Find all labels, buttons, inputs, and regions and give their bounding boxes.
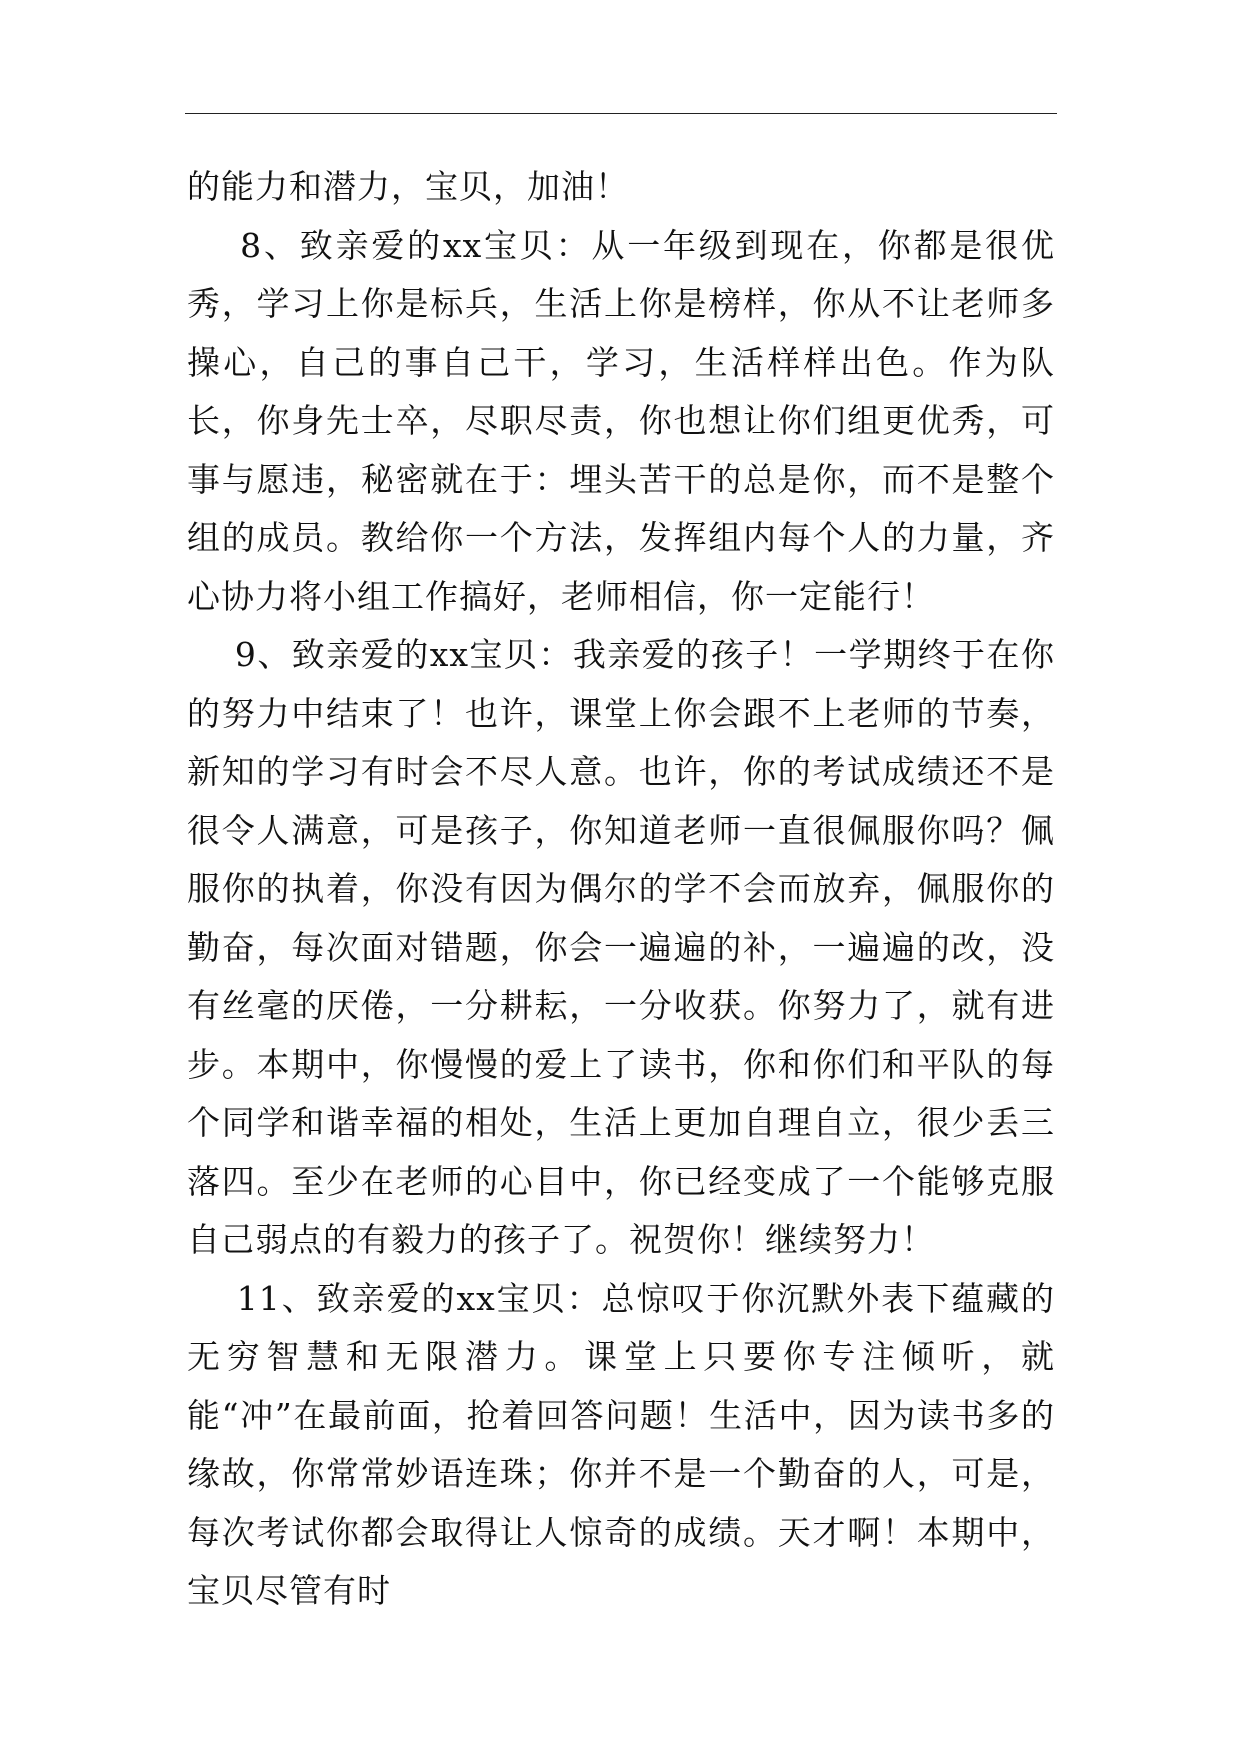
paragraph-item-9: 9、致亲爱的xx宝贝：我亲爱的孩子！一学期终于在你的努力中结束了！也许，课堂上你会跟不上老师的节奏，新知的学习有时会不尽人意。也许，你的考试成绩还不是很令人满意，可是孩子，你知道老师一直很佩服你吗？佩服你的执着，你没有因为偶尔的学不会而放弃，佩服你的勤奋，每次面对错题，你会一遍遍的补，一遍遍的改，没有丝毫的厌倦，一分耕耘，一分收获。你努力了，就有进步。本期中，你慢慢的爱上了读书，你和你们和平队的每个同学和谐幸福的相处，生活上更加自理自立，很少丢三落四。至少在老师的心目中，你已经变成了一个能够克服自己弱点的有毅力的孩子了。祝贺你！继续努力！ bbox=[187, 635, 1055, 1259]
paragraph-continuation: 的能力和潜力，宝贝，加油！ bbox=[187, 167, 629, 206]
paragraph-item-11: 11、致亲爱的xx宝贝：总惊叹于你沉默外表下蕴藏的无穷智慧和无限潜力。课堂上只要你专注倾听，就能“冲”在最前面，抢着回答问题！生活中，因为读书多的缘故，你常常妙语连珠；你并不是一个勤奋的人，可是，每次考试你都会取得让人惊奇的成绩。天才啊！本期中，宝贝尽管有时 bbox=[187, 1278, 1055, 1610]
paragraph-item-8: 8、致亲爱的xx宝贝：从一年级到现在，你都是很优秀，学习上你是标兵，生活上你是榜样，你从不让老师多操心，自己的事自己干，学习，生活样样出色。作为队长，你身先士卒，尽职尽责，你也想让你们组更优秀，可事与愿违，秘密就在于：埋头苦干的总是你，而不是整个组的成员。教给你一个方法，发挥组内每个人的力量，齐心协力将小组工作搞好，老师相信，你一定能行！ bbox=[187, 225, 1055, 616]
document-body bbox=[187, 158, 1055, 1621]
header-rule bbox=[185, 113, 1057, 114]
